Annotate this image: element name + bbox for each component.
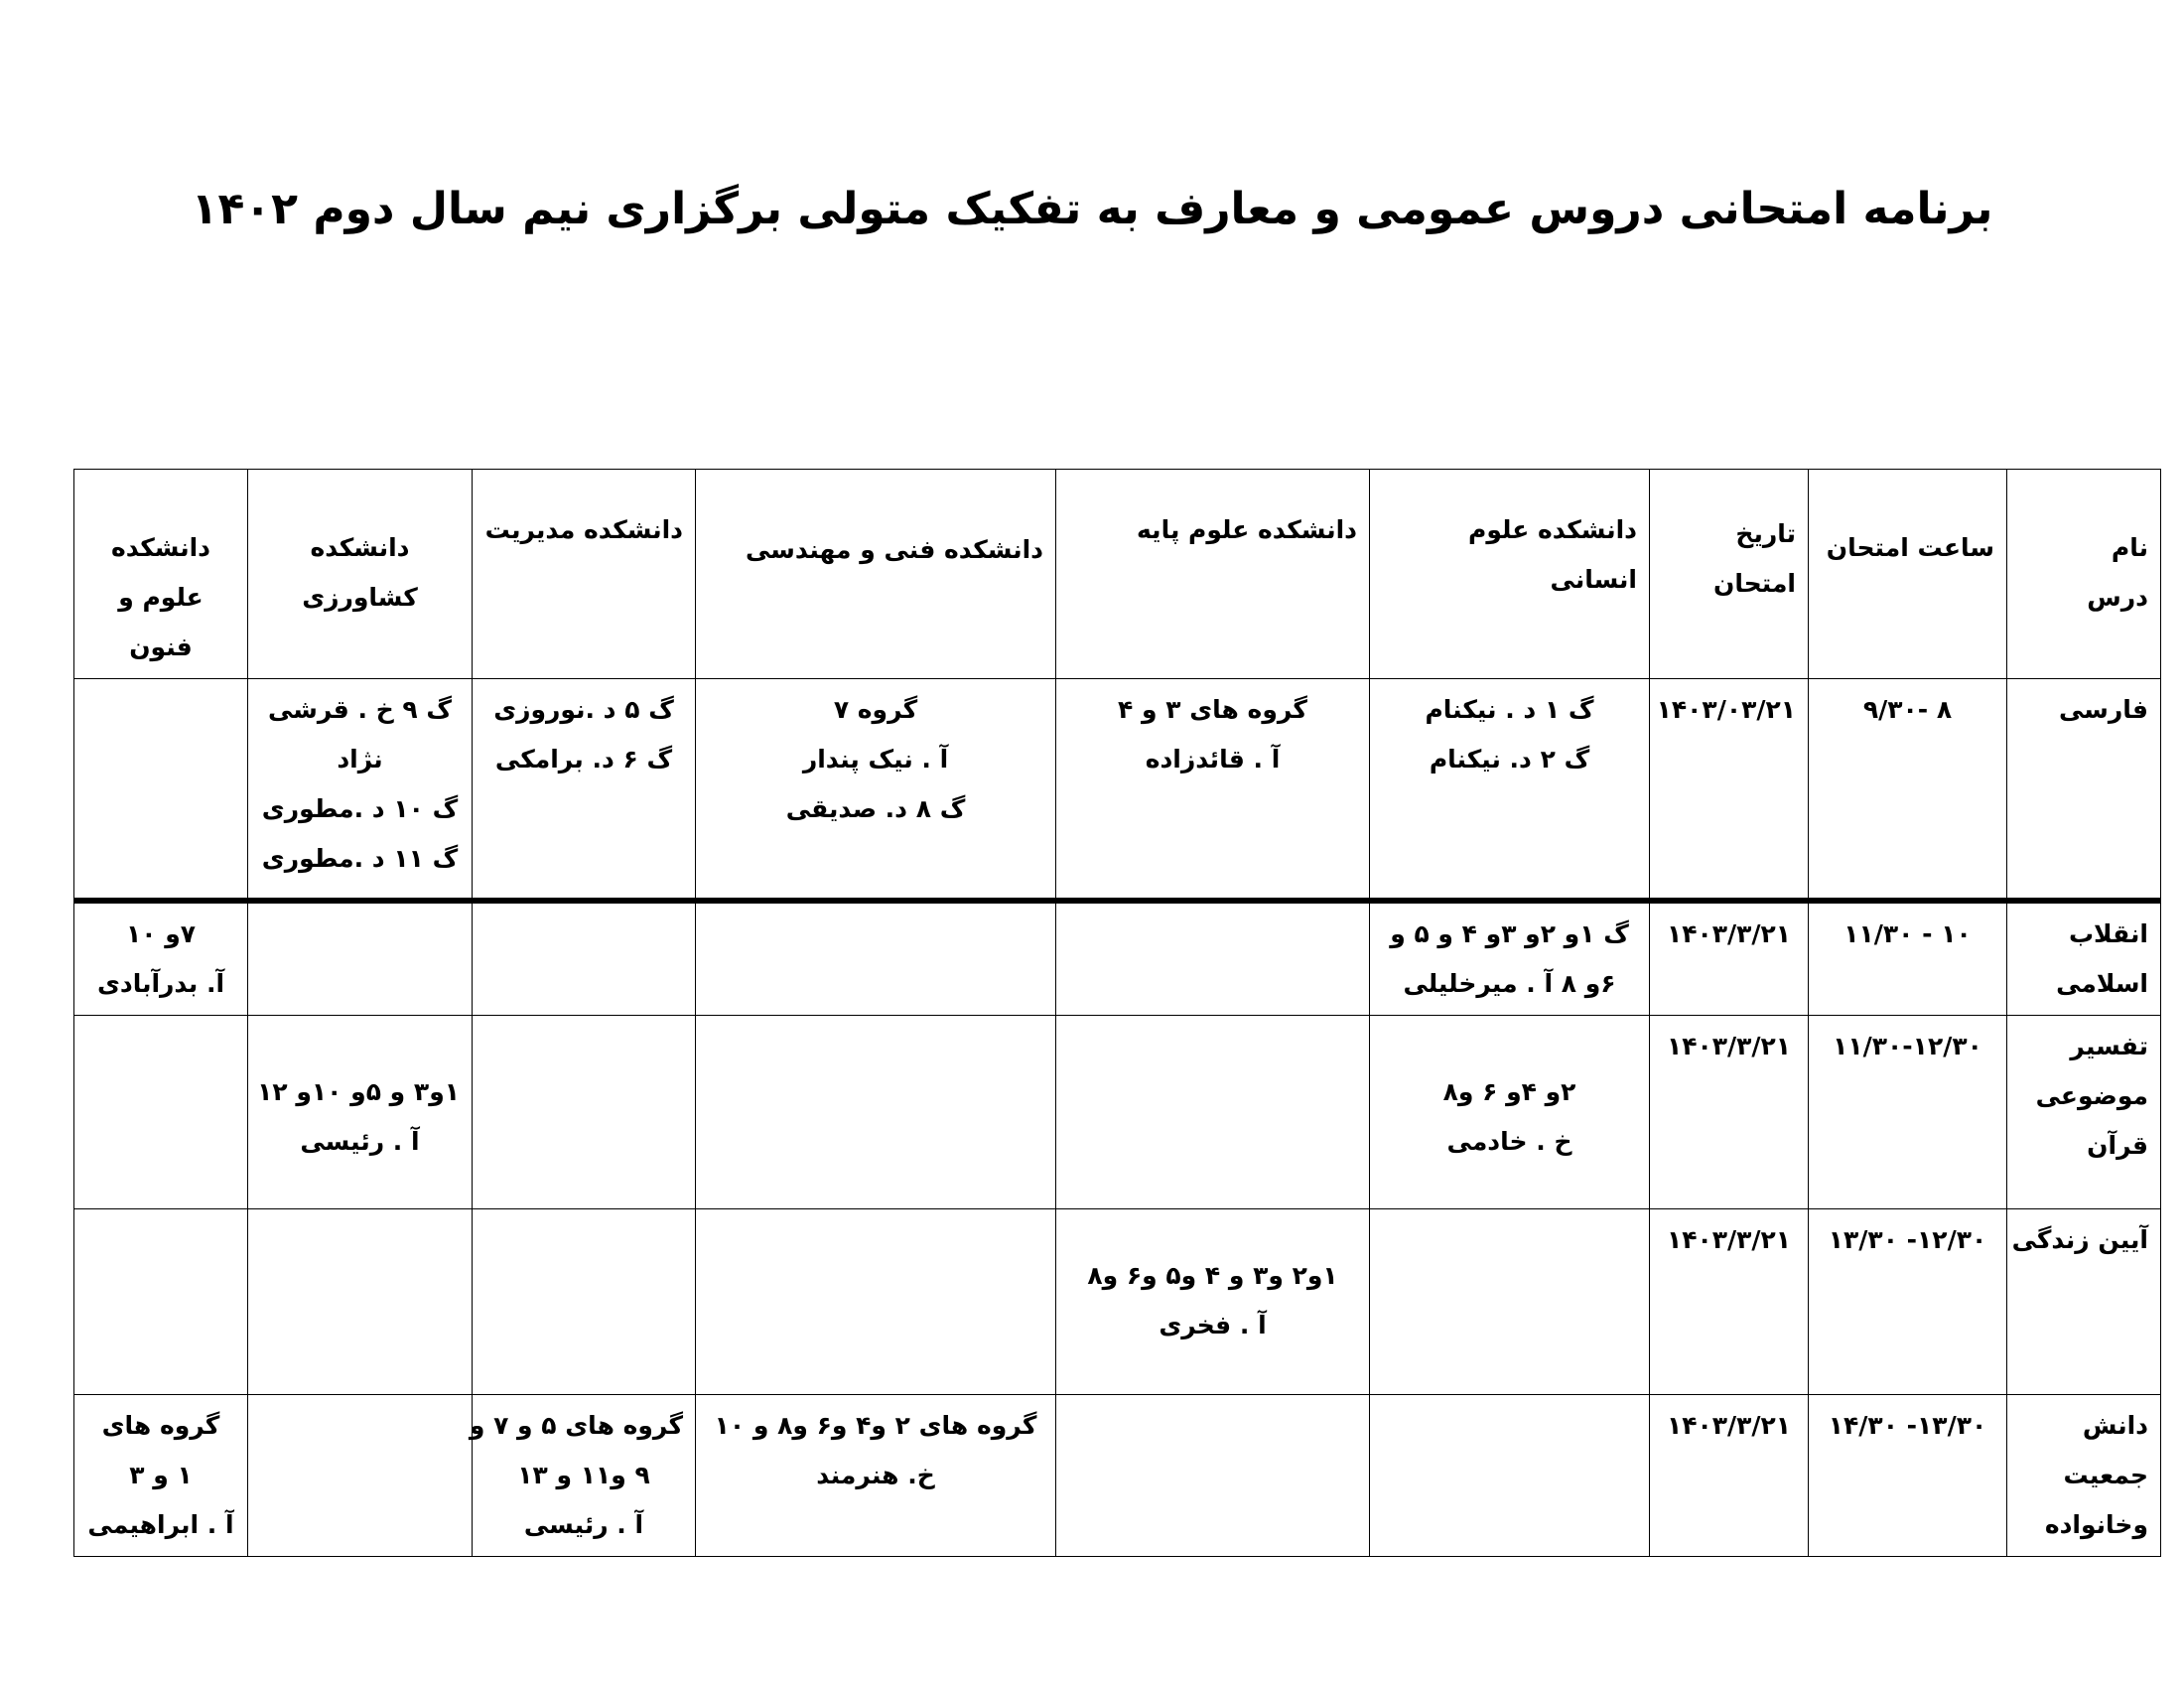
cell-humanities [1370,1395,1650,1557]
table-row [74,679,2161,902]
header-course: نام درس [2007,470,2161,679]
cell-basic-sciences [1056,901,1370,1016]
cell-basic-sciences [1056,1016,1370,1209]
cell-humanities: گ ۱ د . نیکنام گ ۲ د. نیکنام [1370,679,1650,902]
cell-science-tech [74,1209,248,1395]
cell-agriculture: ۱و۳ و ۵و ۱۰و ۱۲ آ . رئیسی [248,1016,473,1209]
exam-schedule-table [73,469,2161,1557]
cell-science-tech: ۷و ۱۰ آ. بدرآبادی [74,901,248,1016]
cell-engineering [696,1016,1056,1209]
cell-date: ۱۴۰۳/۳/۲۱ [1650,1016,1809,1209]
header-science-tech: دانشکده علوم و فنون [74,470,248,679]
cell-basic-sciences [1056,1395,1370,1557]
cell-humanities: گ ۱و ۲و ۳و ۴ و ۵ و ۶و ۸ آ . میرخلیلی [1370,901,1650,1016]
cell-time: ۸ -۹/۳۰ [1809,679,2007,902]
cell-course: فارسی [2007,679,2161,902]
cell-course: دانش جمعیت وخانواده [2007,1395,2161,1557]
cell-course: آیین زندگی [2007,1209,2161,1395]
cell-management [473,901,696,1016]
table-row [74,1016,2161,1209]
table-row [74,1209,2161,1395]
cell-agriculture: گ ۹ خ . قرشی نژاد گ ۱۰ د .مطوری گ ۱۱ د .مطوری [248,679,473,902]
header-humanities: دانشکده علوم انسانی [1370,470,1650,679]
cell-time: ۱۱/۳۰-۱۲/۳۰ [1809,1016,2007,1209]
page-title: برنامه امتحانی دروس عمومی و معارف به تفکیک متولی برگزاری نیم سال دوم ۱۴۰۲ [191,184,1993,234]
cell-management: گ ۵ د .نوروزی گ ۶ د. برامکی [473,679,696,902]
cell-time: ۱۰ - ۱۱/۳۰ [1809,901,2007,1016]
cell-engineering [696,901,1056,1016]
cell-humanities [1370,1209,1650,1395]
cell-agriculture [248,901,473,1016]
cell-time: ۱۳/۳۰- ۱۴/۳۰ [1809,1395,2007,1557]
cell-date: ۱۴۰۳/۳/۲۱ [1650,1209,1809,1395]
cell-date: ۱۴۰۳/۰۳/۲۱ [1650,679,1809,902]
cell-management: گروه های ۵ و ۷ و ۹ و۱۱ و ۱۳ آ . رئیسی [473,1395,696,1557]
cell-engineering [696,1209,1056,1395]
cell-management [473,1016,696,1209]
header-row [74,470,2161,679]
header-time: ساعت امتحان [1809,470,2007,679]
cell-engineering: گروه های ۲ و۴ و۶ و۸ و ۱۰ خ. هنرمند [696,1395,1056,1557]
table-row [74,901,2161,1016]
cell-basic-sciences: ۱و۲ و۳ و ۴ و۵ و۶ و۸ آ . فخری [1056,1209,1370,1395]
cell-course: تفسیر موضوعی قرآن [2007,1016,2161,1209]
cell-date: ۱۴۰۳/۳/۲۱ [1650,1395,1809,1557]
header-basic-sciences: دانشکده علوم پایه [1056,470,1370,679]
header-agriculture: دانشکده کشاورزی [248,470,473,679]
table-row [74,1395,2161,1557]
cell-agriculture [248,1209,473,1395]
cell-engineering: گروه ۷ آ . نیک پندار گ ۸ د. صدیقی [696,679,1056,902]
cell-agriculture [248,1395,473,1557]
cell-humanities: ۲و ۴و ۶ و۸ خ . خادمی [1370,1016,1650,1209]
cell-management [473,1209,696,1395]
header-date: تاریخ امتحان [1650,470,1809,679]
cell-science-tech: گروه های ۱ و ۳ آ . ابراهیمی [74,1395,248,1557]
cell-time: ۱۲/۳۰- ۱۳/۳۰ [1809,1209,2007,1395]
header-management: دانشکده مدیریت [473,470,696,679]
cell-date: ۱۴۰۳/۳/۲۱ [1650,901,1809,1016]
header-engineering: دانشکده فنی و مهندسی [696,470,1056,679]
cell-science-tech [74,679,248,902]
cell-basic-sciences: گروه های ۳ و ۴ آ . قائدزاده [1056,679,1370,902]
cell-course: انقلاب اسلامی [2007,901,2161,1016]
cell-science-tech [74,1016,248,1209]
